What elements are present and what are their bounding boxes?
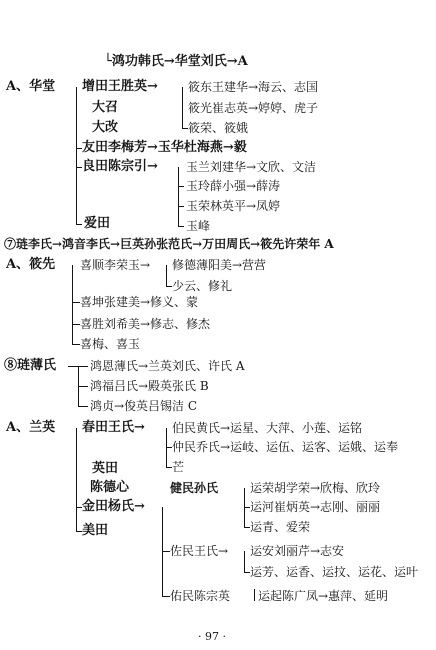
tree-line [162,596,170,597]
gen1-dagai: 大改 [92,120,119,135]
section-8-child-1: 鸿恩薄氏→兰英刘氏、许氏 A [90,359,245,373]
tree-line [76,224,82,225]
liangtian-child-1: 玉兰刘建华→文欣、文洁 [186,160,317,174]
tree-line [78,386,88,387]
root-huatang: A、华堂 [6,79,56,94]
tree-line [178,206,184,207]
section-8-child-3: 鸿贞→俊英吕锡洁 C [90,399,198,413]
root-lanying: A、兰英 [6,420,56,435]
section-7-title: ⑦琏李氏→鸿音李氏→巨英孙张范氏→万田周氏→筱先许荣年 A [4,237,334,251]
gen1-yingtian: 英田 [92,461,119,476]
xishun-child-1: 修德薄阳美→营营 [172,258,267,272]
tree-line [76,87,77,225]
tree-line [178,186,184,187]
root-xiaoxian: A、筱先 [6,257,56,272]
gen1-youtian: 友田李梅芳→玉华杜海燕→毅 [82,140,247,155]
jintian-child-youmin: 佑民陈宗英 [170,589,231,603]
tree-line [72,324,80,325]
jianmin-child-1: 运荣胡学荣→欣梅、欣玲 [250,481,381,495]
tree-line [72,265,73,345]
gen1-xisheng: 喜胜刘希美→修志、修杰 [80,317,211,331]
chuntian-child-1: 伯民黄氏→运星、大萍、小莲、运铭 [172,421,363,435]
tree-line [166,265,167,287]
liangtian-child-4: 玉峰 [186,219,211,233]
liangtian-child-3: 玉荣林英平→凤婷 [186,199,281,213]
gen1-xishun: 喜顺李荣玉→ [80,258,151,272]
gen1-zengtian: 增田王胜英→ [82,79,158,94]
gen1-xikun: 喜坤张建美→修义、蒙 [80,295,199,309]
gen1-jintian: 金田杨氏→ [82,499,145,514]
top-lineage-line: └鸿功韩氏→华堂刘氏→A [104,54,248,69]
chuntian-child-2: 仲民乔氏→运岐、运伍、运客、运娥、运奉 [172,440,399,454]
gen1-meitian: 美田 [82,523,109,538]
zengtian-child-3: 筱荣、筱娥 [188,121,249,135]
section-8-child-2: 鸿福吕氏→殿英张氏 B [90,379,209,393]
gen1-ximei: 喜梅、喜玉 [80,337,141,351]
chuntian-child-3: 芒 [172,460,185,474]
zuomin-child-2: 运芳、运香、运抆、运花、运叶 [250,565,419,579]
youmin-child-1: 运起陈广凤→惠萍、延明 [258,589,389,603]
tree-line [178,226,184,227]
tree-line [166,428,167,468]
gen1-liangtian: 良田陈宗引→ [82,159,158,174]
gen1-chuntian: 春田王氏→ [82,420,145,435]
tree-line [244,488,245,528]
gen1-dazhao: 大召 [92,100,119,115]
tree-line [68,366,78,367]
tree-line [72,302,80,303]
gen1-aitian: 爱田 [84,216,111,231]
zuomin-child-1: 运安刘丽芹→志安 [250,544,345,558]
tree-line [162,551,170,552]
jintian-child-zuomin: 佐民王氏→ [170,544,229,558]
liangtian-child-2: 玉玲薛小强→薛涛 [186,179,281,193]
zengtian-child-1: 筱东王建华→海云、志国 [188,80,319,94]
jianmin-child-3: 运青、爱荣 [250,520,311,534]
tree-line [178,167,179,227]
xishun-child-2: 少云、修礼 [172,279,233,293]
section-8-title: ⑧琏薄氏 [4,358,57,373]
jianmin-child-2: 运河崔炳英→志刚、丽丽 [250,500,381,514]
tree-line [72,344,80,345]
zengtian-child-2: 筱光崔志英→婷婷、虎子 [188,101,319,115]
gen1-chendexin: 陈德心 [90,480,130,495]
tree-line [182,87,183,129]
page-number: · 97 · [198,630,226,643]
tree-line [254,589,255,601]
tree-line [78,406,88,407]
jintian-child-jianmin: 健民孙氏 [170,481,219,495]
tree-line [244,551,245,573]
tree-line [78,366,88,367]
tree-line [76,428,77,532]
tree-line [162,507,163,597]
